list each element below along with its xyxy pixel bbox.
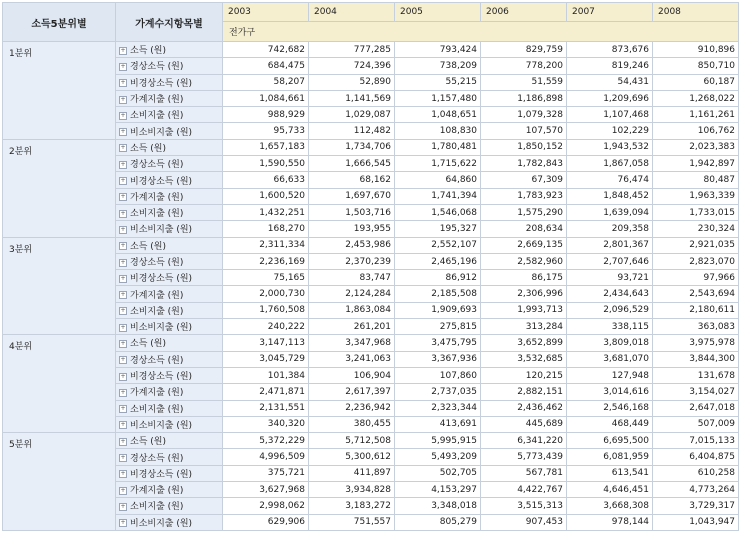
- value-cell: 1,741,394: [395, 188, 481, 204]
- expand-plus-icon[interactable]: +: [120, 95, 126, 103]
- value-cell: 2,180,611: [653, 302, 739, 318]
- value-cell: 2,370,239: [309, 253, 395, 269]
- expand-plus-icon[interactable]: +: [120, 437, 126, 445]
- item-cell[interactable]: [116, 367, 223, 383]
- value-cell: 751,557: [309, 514, 395, 530]
- value-cell: 112,482: [309, 123, 395, 139]
- item-cell[interactable]: [116, 465, 223, 481]
- value-cell: 4,422,767: [481, 482, 567, 498]
- item-cell[interactable]: [116, 514, 223, 530]
- value-cell: 2,552,107: [395, 237, 481, 253]
- value-cell: 1,209,696: [567, 90, 653, 106]
- value-cell: 793,424: [395, 42, 481, 58]
- value-cell: 2,801,367: [567, 237, 653, 253]
- value-cell: 3,934,828: [309, 482, 395, 498]
- value-cell: 4,773,264: [653, 482, 739, 498]
- value-cell: 75,165: [223, 270, 309, 286]
- value-cell: 1,157,480: [395, 90, 481, 106]
- value-cell: 107,570: [481, 123, 567, 139]
- expand-plus-icon[interactable]: +: [120, 258, 126, 266]
- value-cell: 261,201: [309, 319, 395, 335]
- value-cell: 684,475: [223, 58, 309, 74]
- value-cell: 2,453,986: [309, 237, 395, 253]
- value-cell: 51,559: [481, 74, 567, 90]
- value-cell: 1,963,339: [653, 188, 739, 204]
- item-label: 비소비지출 (원): [130, 420, 193, 431]
- value-cell: 102,229: [567, 123, 653, 139]
- value-cell: 1,639,094: [567, 204, 653, 220]
- value-cell: 1,029,087: [309, 107, 395, 123]
- value-cell: 2,471,871: [223, 384, 309, 400]
- item-label: 경상소득 (원): [130, 160, 184, 171]
- value-cell: 2,546,168: [567, 400, 653, 416]
- expand-plus-icon[interactable]: +: [120, 388, 126, 396]
- expand-plus-icon[interactable]: +: [120, 307, 126, 315]
- item-cell[interactable]: [116, 335, 223, 351]
- item-cell[interactable]: [116, 384, 223, 400]
- value-cell: 60,187: [653, 74, 739, 90]
- value-cell: 1,867,058: [567, 156, 653, 172]
- item-label: 소득 (원): [130, 46, 166, 57]
- value-cell: 819,246: [567, 58, 653, 74]
- expand-plus-icon[interactable]: +: [120, 46, 126, 54]
- value-cell: 6,404,875: [653, 449, 739, 465]
- value-cell: 1,783,923: [481, 188, 567, 204]
- expand-plus-icon[interactable]: +: [120, 421, 126, 429]
- value-cell: 3,347,968: [309, 335, 395, 351]
- quintile-label: 1분위: [3, 42, 116, 140]
- value-cell: 2,131,551: [223, 400, 309, 416]
- value-cell: 52,890: [309, 74, 395, 90]
- value-cell: 2,434,643: [567, 286, 653, 302]
- item-cell[interactable]: [116, 286, 223, 302]
- expand-plus-icon[interactable]: +: [120, 128, 126, 136]
- value-cell: 3,668,308: [567, 498, 653, 514]
- value-cell: 240,222: [223, 319, 309, 335]
- item-label: 소득 (원): [130, 437, 166, 448]
- value-cell: 68,162: [309, 172, 395, 188]
- value-cell: 1,666,545: [309, 156, 395, 172]
- value-cell: 4,646,451: [567, 482, 653, 498]
- value-cell: 275,815: [395, 319, 481, 335]
- item-cell[interactable]: [116, 482, 223, 498]
- value-cell: 2,617,397: [309, 384, 395, 400]
- value-cell: 5,712,508: [309, 433, 395, 449]
- item-cell[interactable]: [116, 433, 223, 449]
- value-cell: 413,691: [395, 416, 481, 432]
- expand-plus-icon[interactable]: +: [120, 356, 126, 364]
- table-row: [3, 139, 739, 155]
- expand-plus-icon[interactable]: +: [120, 274, 126, 282]
- item-cell[interactable]: [116, 58, 223, 74]
- expand-plus-icon[interactable]: +: [120, 291, 126, 299]
- value-cell: 1,715,622: [395, 156, 481, 172]
- value-cell: 64,860: [395, 172, 481, 188]
- item-cell[interactable]: [116, 449, 223, 465]
- value-cell: 1,760,508: [223, 302, 309, 318]
- value-cell: 610,258: [653, 465, 739, 481]
- value-cell: 3,241,063: [309, 351, 395, 367]
- value-cell: 1,084,661: [223, 90, 309, 106]
- value-cell: 2,737,035: [395, 384, 481, 400]
- value-cell: 777,285: [309, 42, 395, 58]
- item-cell[interactable]: [116, 172, 223, 188]
- value-cell: 629,906: [223, 514, 309, 530]
- value-cell: 7,015,133: [653, 433, 739, 449]
- value-cell: 3,809,018: [567, 335, 653, 351]
- value-cell: 95,733: [223, 123, 309, 139]
- expand-plus-icon[interactable]: +: [120, 502, 126, 510]
- expand-plus-icon[interactable]: +: [120, 62, 126, 70]
- value-cell: 55,215: [395, 74, 481, 90]
- value-cell: 208,634: [481, 221, 567, 237]
- expand-plus-icon[interactable]: +: [120, 225, 126, 233]
- value-cell: 2,543,694: [653, 286, 739, 302]
- item-label: 가계지출 (원): [130, 95, 184, 106]
- year-header-2004[interactable]: 2004: [309, 3, 395, 22]
- item-cell[interactable]: [116, 237, 223, 253]
- grid-body: [3, 42, 739, 531]
- value-cell: 2,882,151: [481, 384, 567, 400]
- column-header-quintile[interactable]: 소득5분위별: [3, 3, 116, 42]
- item-cell[interactable]: [116, 498, 223, 514]
- value-cell: 363,083: [653, 319, 739, 335]
- value-cell: 93,721: [567, 270, 653, 286]
- item-cell[interactable]: [116, 139, 223, 155]
- value-cell: 3,627,968: [223, 482, 309, 498]
- value-cell: 3,844,300: [653, 351, 739, 367]
- quintile-label: 2분위: [3, 139, 116, 237]
- item-cell[interactable]: [116, 253, 223, 269]
- value-cell: 829,759: [481, 42, 567, 58]
- value-cell: 66,633: [223, 172, 309, 188]
- expand-plus-icon[interactable]: +: [120, 160, 126, 168]
- value-cell: 2,023,383: [653, 139, 739, 155]
- value-cell: 106,904: [309, 367, 395, 383]
- value-cell: 805,279: [395, 514, 481, 530]
- value-cell: 168,270: [223, 221, 309, 237]
- value-cell: 313,284: [481, 319, 567, 335]
- value-cell: 2,124,284: [309, 286, 395, 302]
- value-cell: 2,647,018: [653, 400, 739, 416]
- value-cell: 3,154,027: [653, 384, 739, 400]
- year-header-2006[interactable]: 2006: [481, 3, 567, 22]
- value-cell: 193,955: [309, 221, 395, 237]
- value-cell: 1,657,183: [223, 139, 309, 155]
- value-cell: 1,161,261: [653, 107, 739, 123]
- value-cell: 1,850,152: [481, 139, 567, 155]
- value-cell: 375,721: [223, 465, 309, 481]
- value-cell: 54,431: [567, 74, 653, 90]
- value-cell: 3,532,685: [481, 351, 567, 367]
- item-label: 비소비지출 (원): [130, 127, 193, 138]
- item-label: 가계지출 (원): [130, 192, 184, 203]
- value-cell: 1,697,670: [309, 188, 395, 204]
- value-cell: 3,367,936: [395, 351, 481, 367]
- value-cell: 1,943,532: [567, 139, 653, 155]
- item-label: 소득 (원): [130, 339, 166, 350]
- item-label: 비경상소득 (원): [130, 274, 193, 285]
- value-cell: 988,929: [223, 107, 309, 123]
- value-cell: 58,207: [223, 74, 309, 90]
- value-cell: 3,348,018: [395, 498, 481, 514]
- value-cell: 567,781: [481, 465, 567, 481]
- value-cell: 907,453: [481, 514, 567, 530]
- value-cell: 340,320: [223, 416, 309, 432]
- value-cell: 2,236,169: [223, 253, 309, 269]
- year-header-2007[interactable]: 2007: [567, 3, 653, 22]
- item-label: 비경상소득 (원): [130, 176, 193, 187]
- value-cell: 1,993,713: [481, 302, 567, 318]
- value-cell: 3,975,978: [653, 335, 739, 351]
- year-header-2003[interactable]: 2003: [223, 3, 309, 22]
- value-cell: 2,236,942: [309, 400, 395, 416]
- quintile-label: 4분위: [3, 335, 116, 433]
- value-cell: 1,863,084: [309, 302, 395, 318]
- value-cell: 5,300,612: [309, 449, 395, 465]
- value-cell: 2,582,960: [481, 253, 567, 269]
- item-label: 가계지출 (원): [130, 290, 184, 301]
- value-cell: 850,710: [653, 58, 739, 74]
- value-cell: 1,268,022: [653, 90, 739, 106]
- quintile-label: 3분위: [3, 237, 116, 335]
- item-cell[interactable]: [116, 416, 223, 432]
- value-cell: 3,652,899: [481, 335, 567, 351]
- value-cell: 1,590,550: [223, 156, 309, 172]
- item-label: 비소비지출 (원): [130, 323, 193, 334]
- value-cell: 1,186,898: [481, 90, 567, 106]
- expand-plus-icon[interactable]: +: [120, 144, 126, 152]
- expand-plus-icon[interactable]: +: [120, 242, 126, 250]
- item-cell[interactable]: [116, 188, 223, 204]
- expand-plus-icon[interactable]: +: [120, 193, 126, 201]
- value-cell: 3,681,070: [567, 351, 653, 367]
- value-cell: 86,175: [481, 270, 567, 286]
- expand-plus-icon[interactable]: +: [120, 372, 126, 380]
- expand-plus-icon[interactable]: +: [120, 79, 126, 87]
- value-cell: 3,515,313: [481, 498, 567, 514]
- column-header-item[interactable]: 가계수지항목별: [116, 3, 223, 42]
- item-label: 비소비지출 (원): [130, 518, 193, 529]
- item-cell[interactable]: [116, 42, 223, 58]
- value-cell: 1,782,843: [481, 156, 567, 172]
- value-cell: 2,921,035: [653, 237, 739, 253]
- household-header: 전가구: [223, 22, 739, 42]
- value-cell: 195,327: [395, 221, 481, 237]
- expand-plus-icon[interactable]: +: [120, 454, 126, 462]
- value-cell: 1,909,693: [395, 302, 481, 318]
- item-label: 비경상소득 (원): [130, 78, 193, 89]
- value-cell: 5,773,439: [481, 449, 567, 465]
- value-cell: 6,081,959: [567, 449, 653, 465]
- value-cell: 2,000,730: [223, 286, 309, 302]
- value-cell: 1,546,068: [395, 204, 481, 220]
- item-label: 경상소득 (원): [130, 453, 184, 464]
- expand-plus-icon[interactable]: +: [120, 339, 126, 347]
- value-cell: 2,707,646: [567, 253, 653, 269]
- value-cell: 910,896: [653, 42, 739, 58]
- value-cell: 1,503,716: [309, 204, 395, 220]
- item-cell[interactable]: [116, 74, 223, 90]
- item-cell[interactable]: [116, 221, 223, 237]
- value-cell: 108,830: [395, 123, 481, 139]
- value-cell: 507,009: [653, 416, 739, 432]
- value-cell: 120,215: [481, 367, 567, 383]
- value-cell: 4,153,297: [395, 482, 481, 498]
- value-cell: 3,475,795: [395, 335, 481, 351]
- value-cell: 1,942,897: [653, 156, 739, 172]
- value-cell: 209,358: [567, 221, 653, 237]
- value-cell: 978,144: [567, 514, 653, 530]
- value-cell: 742,682: [223, 42, 309, 58]
- value-cell: 778,200: [481, 58, 567, 74]
- value-cell: 106,762: [653, 123, 739, 139]
- value-cell: 3,147,113: [223, 335, 309, 351]
- value-cell: 2,306,996: [481, 286, 567, 302]
- value-cell: 1,734,706: [309, 139, 395, 155]
- value-cell: 724,396: [309, 58, 395, 74]
- expand-plus-icon[interactable]: +: [120, 209, 126, 217]
- value-cell: 502,705: [395, 465, 481, 481]
- item-cell[interactable]: [116, 270, 223, 286]
- item-label: 소비지출 (원): [130, 111, 184, 122]
- item-label: 비경상소득 (원): [130, 372, 193, 383]
- value-cell: 1,733,015: [653, 204, 739, 220]
- value-cell: 338,115: [567, 319, 653, 335]
- table-row: [3, 335, 739, 351]
- value-cell: 107,860: [395, 367, 481, 383]
- item-label: 경상소득 (원): [130, 258, 184, 268]
- value-cell: 613,541: [567, 465, 653, 481]
- value-cell: 3,045,729: [223, 351, 309, 367]
- item-label: 비경상소득 (원): [130, 469, 193, 480]
- value-cell: 2,669,135: [481, 237, 567, 253]
- value-cell: 97,966: [653, 270, 739, 286]
- item-label: 가계지출 (원): [130, 486, 184, 497]
- item-label: 소비지출 (원): [130, 209, 184, 220]
- item-label: 소비지출 (원): [130, 502, 184, 513]
- value-cell: 67,309: [481, 172, 567, 188]
- item-cell[interactable]: [116, 123, 223, 139]
- value-cell: 3,729,317: [653, 498, 739, 514]
- value-cell: 76,474: [567, 172, 653, 188]
- value-cell: 80,487: [653, 172, 739, 188]
- value-cell: 1,043,947: [653, 514, 739, 530]
- table-row: [3, 433, 739, 449]
- value-cell: 127,948: [567, 367, 653, 383]
- item-label: 경상소득 (원): [130, 355, 184, 366]
- value-cell: 1,107,468: [567, 107, 653, 123]
- item-label: 비소비지출 (원): [130, 225, 193, 236]
- value-cell: 1,079,328: [481, 107, 567, 123]
- item-label: 소비지출 (원): [130, 306, 184, 317]
- value-cell: 1,780,481: [395, 139, 481, 155]
- item-cell[interactable]: [116, 107, 223, 123]
- value-cell: 5,995,915: [395, 433, 481, 449]
- value-cell: 3,183,272: [309, 498, 395, 514]
- value-cell: 445,689: [481, 416, 567, 432]
- item-cell[interactable]: [116, 351, 223, 367]
- value-cell: 1,141,569: [309, 90, 395, 106]
- value-cell: 5,493,209: [395, 449, 481, 465]
- expand-plus-icon[interactable]: +: [120, 405, 126, 413]
- value-cell: 2,323,344: [395, 400, 481, 416]
- item-label: 소득 (원): [130, 241, 166, 252]
- table-row: [3, 237, 739, 253]
- value-cell: 2,465,196: [395, 253, 481, 269]
- value-cell: 2,096,529: [567, 302, 653, 318]
- value-cell: 1,575,290: [481, 204, 567, 220]
- value-cell: 5,372,229: [223, 433, 309, 449]
- value-cell: 131,678: [653, 367, 739, 383]
- item-cell[interactable]: [116, 204, 223, 220]
- value-cell: 83,747: [309, 270, 395, 286]
- expand-plus-icon[interactable]: +: [120, 177, 126, 185]
- item-cell[interactable]: [116, 400, 223, 416]
- item-cell[interactable]: [116, 156, 223, 172]
- value-cell: 1,432,251: [223, 204, 309, 220]
- item-cell[interactable]: [116, 319, 223, 335]
- item-label: 경상소득 (원): [130, 62, 184, 73]
- year-header-2008[interactable]: 2008: [653, 3, 739, 22]
- quintile-label: 5분위: [3, 433, 116, 531]
- year-header-2005[interactable]: 2005: [395, 3, 481, 22]
- value-cell: 1,600,520: [223, 188, 309, 204]
- value-cell: 380,455: [309, 416, 395, 432]
- value-cell: 1,048,651: [395, 107, 481, 123]
- item-cell[interactable]: [116, 302, 223, 318]
- value-cell: 2,311,334: [223, 237, 309, 253]
- value-cell: 6,341,220: [481, 433, 567, 449]
- item-label: 소비지출 (원): [130, 404, 184, 415]
- data-grid: [2, 2, 739, 531]
- expand-plus-icon[interactable]: +: [120, 323, 126, 331]
- value-cell: 468,449: [567, 416, 653, 432]
- value-cell: 873,676: [567, 42, 653, 58]
- value-cell: 2,436,462: [481, 400, 567, 416]
- expand-plus-icon[interactable]: +: [120, 486, 126, 494]
- value-cell: 230,324: [653, 221, 739, 237]
- value-cell: 86,912: [395, 270, 481, 286]
- value-cell: 2,823,070: [653, 253, 739, 269]
- value-cell: 101,384: [223, 367, 309, 383]
- item-cell[interactable]: [116, 90, 223, 106]
- value-cell: 3,014,616: [567, 384, 653, 400]
- table-row: [3, 42, 739, 58]
- expand-plus-icon[interactable]: +: [120, 470, 126, 478]
- value-cell: 6,695,500: [567, 433, 653, 449]
- expand-plus-icon[interactable]: +: [120, 111, 126, 119]
- value-cell: 1,848,452: [567, 188, 653, 204]
- value-cell: 2,998,062: [223, 498, 309, 514]
- value-cell: 411,897: [309, 465, 395, 481]
- item-label: 소득 (원): [130, 143, 166, 154]
- value-cell: 738,209: [395, 58, 481, 74]
- item-label: 가계지출 (원): [130, 388, 184, 399]
- value-cell: 4,996,509: [223, 449, 309, 465]
- expand-plus-icon[interactable]: +: [120, 519, 126, 527]
- value-cell: 2,185,508: [395, 286, 481, 302]
